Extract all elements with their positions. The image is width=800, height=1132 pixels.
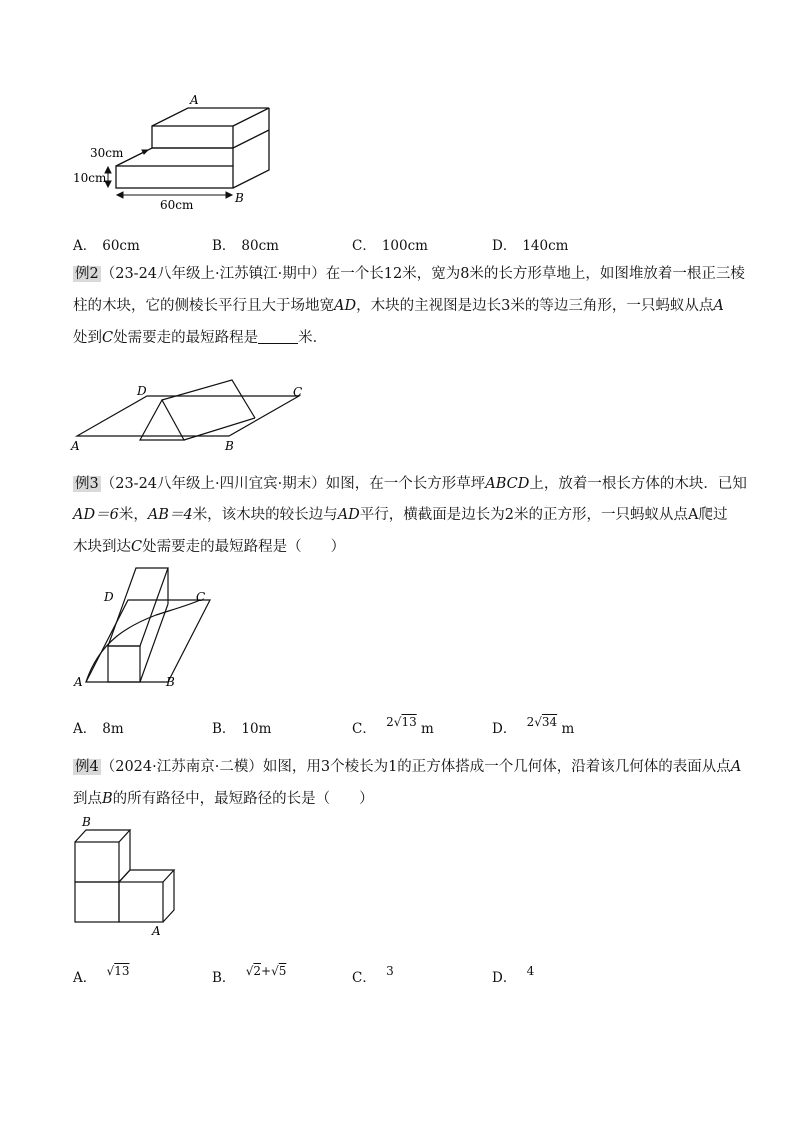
option-label: A． <box>73 238 97 254</box>
ex4-option-a[interactable]: A． √13 <box>73 964 130 986</box>
stairs-dim-30: 30cm <box>90 146 124 160</box>
ex3-line-2: AD＝6米，AB＝4米，该木块的较长边与AD平行，横截面是边长为2米的正方形，一只蚂蚁从点A爬过 <box>73 507 728 523</box>
prism-label-a: A <box>71 439 80 453</box>
ex4-line-2: 到点B的所有路径中，最短路径的长是（ ） <box>73 791 374 807</box>
prism-label-c: C <box>293 385 303 399</box>
stairs-dim-10: 10cm <box>73 171 107 185</box>
option-value: 80cm <box>241 238 279 254</box>
block-label-d: D <box>104 590 114 604</box>
prism-figure <box>65 372 325 454</box>
ex2-line-1: 例2 （23-24八年级上·江苏镇江·期中）在一个长12米，宽为8米的长方形草地上，如图堆放着一根正三棱 <box>75 266 745 282</box>
option-value: 140cm <box>522 238 569 254</box>
block-label-b: B <box>166 675 175 689</box>
option-value: 100cm <box>381 238 428 254</box>
cubes-figure <box>70 812 185 937</box>
prism-label-d: D <box>137 384 147 398</box>
ex3-option-b[interactable]: B． 10m <box>212 721 272 737</box>
option-label: D． <box>492 238 517 254</box>
ex3-option-a[interactable]: A． 8m <box>73 721 124 737</box>
block-label-c: C <box>196 590 206 604</box>
answer-blank[interactable] <box>258 329 298 344</box>
ex1-option-c[interactable] <box>352 234 428 254</box>
ex2-line-3: 处到C处需要走的最短路程是 米． <box>73 330 328 346</box>
prism-label-b: B <box>225 439 234 453</box>
example-tag: 例2 <box>75 266 99 282</box>
ex3-line-3: 木块到达C处需要走的最短路程是（ ） <box>73 539 346 555</box>
example-tag: 例3 <box>75 476 99 492</box>
ex1-option-a[interactable] <box>73 234 140 254</box>
ex4-line-1: 例4 （2024·江苏南京·二模）如图，用3个棱长为1的正方体搭成一个几何体，沿着该几何体的表面从点A <box>75 759 742 775</box>
stairs-dim-60: 60cm <box>160 198 194 212</box>
ex4-option-b[interactable]: B． √2+√5 <box>212 964 287 986</box>
ex1-option-d[interactable] <box>492 234 568 254</box>
example-tag: 例4 <box>75 759 99 775</box>
ex2-line-2: 柱的木块，它的侧棱长平行且大于场地宽AD，木块的主视图是边长3米的等边三角形，一只蚂蚁从点A <box>73 298 724 314</box>
option-label: B． <box>212 238 236 254</box>
ex3-option-c[interactable]: C． 2√13 m <box>352 715 434 737</box>
option-value: 60cm <box>102 238 140 254</box>
block-figure <box>70 560 220 690</box>
ex1-option-b[interactable] <box>212 234 279 254</box>
block-label-a: A <box>74 675 83 689</box>
ex4-option-c[interactable]: C． 3 <box>352 964 394 986</box>
ex3-line-1: 例3 （23-24八年级上·四川宜宾·期末）如图，在一个长方形草坪ABCD上，放着一根长方体的木块．已知 <box>75 476 747 492</box>
ex3-option-d[interactable]: D． 2√34 m <box>492 715 575 737</box>
stairs-figure <box>73 88 330 213</box>
stairs-label-a: A <box>190 93 199 107</box>
cubes-label-b: B <box>82 815 91 829</box>
option-label: C． <box>352 238 376 254</box>
cubes-label-a: A <box>152 924 161 938</box>
stairs-label-b: B <box>235 191 244 205</box>
ex4-option-d[interactable]: D． 4 <box>492 964 535 986</box>
